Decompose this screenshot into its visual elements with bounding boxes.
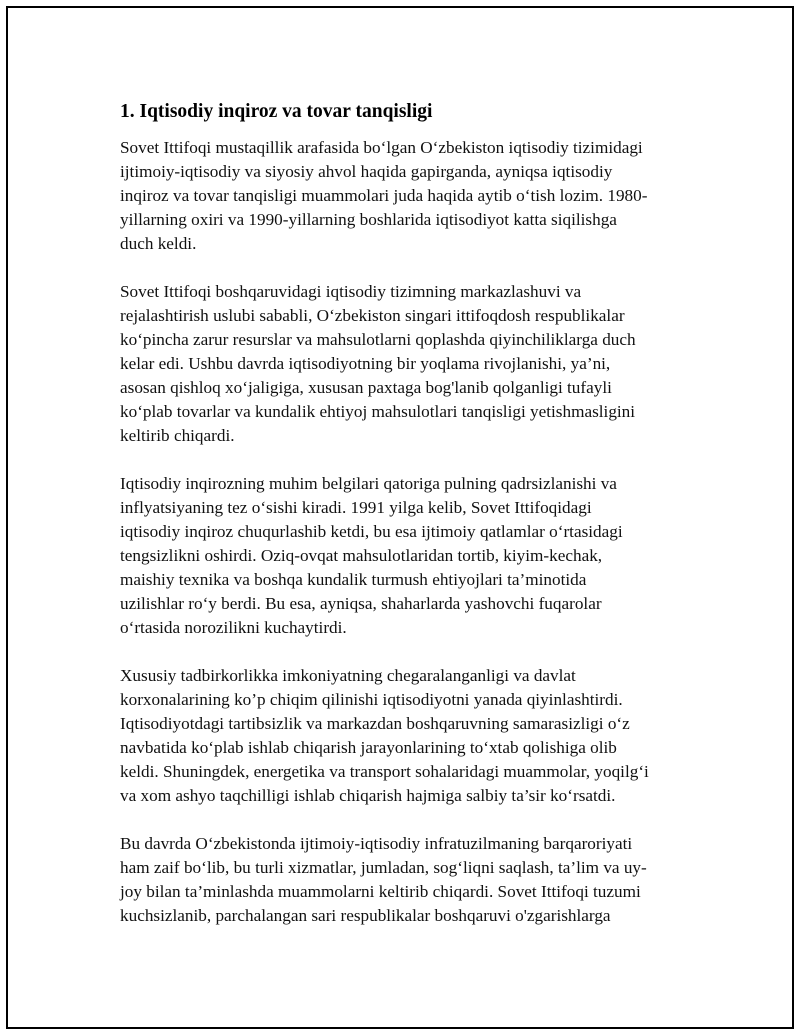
paragraph-2: Sovet Ittifoqi boshqaruvidagi iqtisodiy tizimning markazlashuvi va rejalashtirish uslubi sababli, O‘zbekiston singari ittifoqdosh respublikalar ko‘pincha zarur resurslar va mahsulotlarni qoplashda qiyinchiliklarga duch kelar edi. Ushbu davrda iqtisodiyotning bir yoqlama rivojlanishi, ya’ni, asosan qishloq xo‘jaligiga, xususan paxtaga bog'lanib qolganligi tufayli ko‘plab tovarlar va kundalik ehtiyoj mahsulotlari tanqisligi yetishmasligini keltirib chiqardi. bbox=[120, 282, 636, 445]
paragraph-5: Bu davrda O‘zbekistonda ijtimoiy-iqtisodiy infratuzilmaning barqaroriyati ham zaif bo‘lib, bu turli xizmatlar, jumladan, sog‘liqni saqlash, ta’lim va uy- joy bilan ta’minlashda muammolarni keltirib chiqardi. Sovet Ittifoqi tuzumi kuchsizlanib, parchalangan sari respublikalar boshqaruvi o'zgarishlarga bbox=[120, 834, 647, 925]
paragraph-3: Iqtisodiy inqirozning muhim belgilari qatoriga pulning qadrsizlanishi va inflyatsiyaning tez o‘sishi kiradi. 1991 yilga kelib, Sovet Ittifoqidagi iqtisodiy inqiroz chuqurlashib ketdi, bu esa ijtimoiy qatlamlar o‘rtasidagi tengsizlikni oshirdi. Oziq-ovqat mahsulotlaridan tortib, kiyim-kechak, maishiy texnika va boshqa kundalik turmush ehtiyojlari ta’minotida uzilishlar ro‘y berdi. Bu esa, ayniqsa, shaharlarda yashovchi fuqarolar o‘rtasida norozilikni kuchaytirdi. bbox=[120, 474, 623, 637]
document-body bbox=[120, 98, 696, 952]
paragraph-4: Xususiy tadbirkorlikka imkoniyatning chegaralanganligi va davlat korxonalarining ko’p chiqim qilinishi iqtisodiyotni yanada qiyinlashtirdi. Iqtisodiyotdagi tartibsizlik va markazdan boshqaruvning samarasizligi o‘z navbatida ko‘plab ishlab chiqarish jarayonlarining to‘xtab qolishiga olib keldi. Shuningdek, energetika va transport sohalaridagi muammolar, yoqilg‘i va xom ashyo taqchilligi ishlab chiqarish hajmiga salbiy ta’sir ko‘rsatdi. bbox=[120, 666, 649, 805]
page-frame bbox=[6, 6, 794, 1029]
section-heading: 1. Iqtisodiy inqiroz va tovar tanqisligi bbox=[120, 101, 433, 122]
paragraph-1: Sovet Ittifoqi mustaqillik arafasida bo‘lgan O‘zbekiston iqtisodiy tizimidagi ijtimoiy-iqtisodiy va siyosiy ahvol haqida gapirganda, ayniqsa iqtisodiy inqiroz va tovar tanqisligi muammolari juda haqida aytib o‘tish lozim. 1980- yillarning oxiri va 1990-yillarning boshlarida iqtisodiyot katta siqilishga duch keldi. bbox=[120, 138, 648, 253]
